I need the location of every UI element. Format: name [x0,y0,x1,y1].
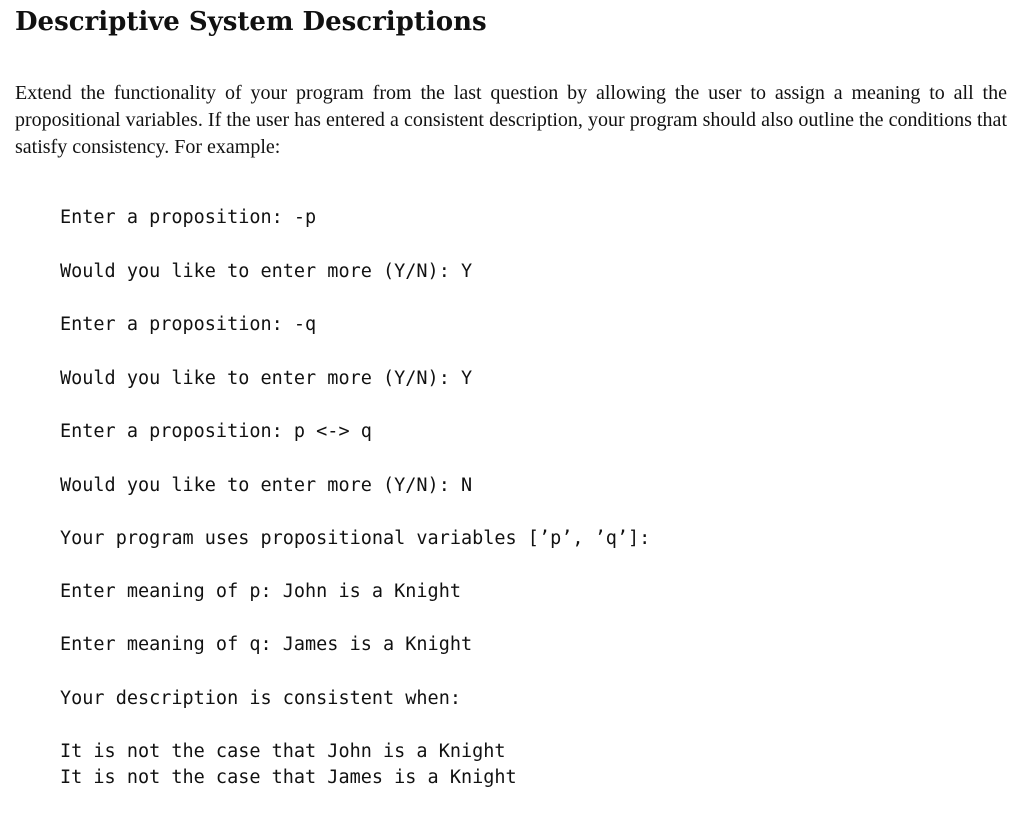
transcript-line: Enter a proposition: p <-> q [60,421,372,442]
transcript-line: It is not the case that James is a Knight [60,767,517,788]
transcript-line: Would you like to enter more (Y/N): Y [60,368,473,389]
transcript-line: Enter a proposition: -p [60,207,317,228]
example-transcript [60,0,1000,813]
transcript-line: Enter meaning of p: John is a Knight [60,581,461,602]
transcript-line: Your description is consistent when: [60,688,461,709]
transcript-line: Would you like to enter more (Y/N): N [60,475,473,496]
transcript-line: Enter a proposition: -q [60,314,317,335]
transcript-line: Enter meaning of q: James is a Knight [60,634,473,655]
transcript-line: Your program uses propositional variables [’p’, ’q’]: [60,528,651,549]
section-title: Descriptive System Descriptions [15,7,487,37]
transcript-line: Would you like to enter more (Y/N): Y [60,261,473,282]
transcript-line: It is not the case that John is a Knight [60,741,506,762]
intro-paragraph: Extend the functionality of your program from the last question by allowing the user to assign a meaning to all the propositional variables. If the user has entered a consistent description, your program should also outline the conditions that satisfy consistency. For example: [15,82,1007,158]
